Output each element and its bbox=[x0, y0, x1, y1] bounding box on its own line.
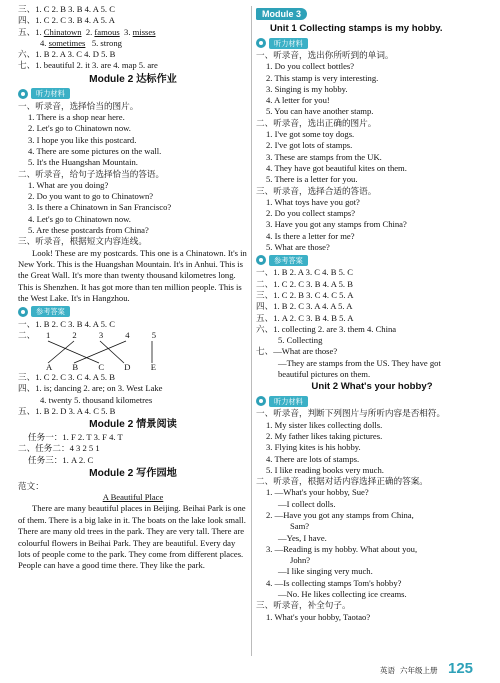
list-item: 2. I've got lots of stamps. bbox=[266, 140, 353, 151]
answer-line: 一、1. B 2. A 3. C 4. B 5. C bbox=[256, 267, 353, 278]
dialog-line: —No. He likes collecting ice creams. bbox=[278, 589, 407, 600]
list-item: 4. A letter for you! bbox=[266, 95, 330, 106]
answer-line: 任务一：1. F 2. T 3. F 4. T bbox=[28, 432, 123, 443]
key-icon bbox=[18, 307, 28, 317]
essay-title: A Beautiful Place bbox=[102, 492, 164, 503]
list-item: 1. What are you doing? bbox=[28, 179, 109, 190]
left-column bbox=[18, 4, 248, 572]
page-number: 125 bbox=[448, 660, 474, 677]
list-item: 1. What's your hobby, Taotao? bbox=[266, 611, 371, 622]
answer-line: 七、1. beautiful 2. it 3. are 4. map 5. are bbox=[18, 60, 158, 71]
listening-badge: 听力材料 bbox=[256, 395, 488, 407]
listening-passage: Look! These are my postcards. This one is a Chinatown. It's in New York. This is the Huangshan Mountain. It's in Anhui. This is the Great Wall. It's more than twenty thousand kilometres long. This is Shenzhen. It has got more than ten million people. This is the West Lake. It's in Hangzhou. bbox=[18, 247, 247, 304]
answer-line: 四、1. is; dancing 2. are; on 3. West Lake bbox=[18, 383, 163, 394]
list-item: 3. Have you got any stamps from China? bbox=[266, 219, 407, 230]
list-item: 3. These are stamps from the UK. bbox=[266, 151, 382, 162]
list-item: 3. Is there a Chinatown in San Francisco? bbox=[28, 202, 172, 213]
unit-heading: Unit 2 What's your hobby? bbox=[311, 381, 433, 393]
answer-line: 三、1. C 2. C 3. C 4. A 5. B bbox=[18, 371, 115, 382]
column-divider bbox=[251, 6, 252, 656]
list-item: 4. There are lots of stamps. bbox=[266, 453, 360, 464]
list-item: 2. My father likes taking pictures. bbox=[266, 430, 383, 441]
answer-line: 一、1. B 2. C 3. B 4. A 5. C bbox=[18, 318, 115, 329]
subject-label: 英语 bbox=[380, 666, 395, 675]
match-bottom-row: A B C D E bbox=[46, 361, 156, 372]
dialog-line: 3. —Reading is my hobby. What about you, bbox=[266, 543, 418, 554]
list-item: 4. They have got beautiful kites on them. bbox=[266, 162, 407, 173]
answer-badge: 参考答案 bbox=[18, 306, 248, 318]
sample-label: 范文： bbox=[18, 481, 44, 492]
question-title: 二、听录音，根据对话内容选择正确的答案。 bbox=[256, 476, 428, 487]
module-tag: Module 3 bbox=[256, 4, 488, 22]
answer-line: 六、1. collecting 2. are 3. them 4. China bbox=[256, 323, 397, 334]
dialog-line: 2. —Have you got any stamps from China, bbox=[266, 509, 414, 520]
listening-badge: 听力材料 bbox=[256, 37, 488, 49]
section-heading: Module 2 写作园地 bbox=[89, 468, 177, 480]
list-item: 5. I like reading books very much. bbox=[266, 464, 384, 475]
list-item: 2. Let's go to Chinatown now. bbox=[28, 123, 131, 134]
list-item: 3. Singing is my hobby. bbox=[266, 83, 348, 94]
list-item: 2. This stamp is very interesting. bbox=[266, 72, 379, 83]
answer-line: 五、1. B 2. D 3. A 4. C 5. B bbox=[18, 405, 116, 416]
answer-line-five-b: 4. sometimes 5. strong bbox=[40, 37, 122, 48]
answer-line: 七、—What are those? bbox=[256, 346, 338, 357]
question-title: 二、听录音，给句子选择恰当的答语。 bbox=[18, 168, 165, 179]
key-icon bbox=[256, 255, 266, 265]
section-heading: Module 2 情景阅读 bbox=[89, 419, 177, 431]
list-item: 1. There is a shop near here. bbox=[28, 112, 125, 123]
list-item: 1. My sister likes collecting dolls. bbox=[266, 419, 383, 430]
page-footer bbox=[0, 660, 500, 683]
unit-heading: Unit 1 Collecting stamps is my hobby. bbox=[270, 23, 443, 34]
answer-line: 二、1. C 2. C 3. B 4. A 5. B bbox=[256, 278, 353, 289]
match-top-row: 1 2 3 4 5 bbox=[46, 329, 156, 340]
question-title: 一、听录音，选出你所听到的单词。 bbox=[256, 50, 394, 60]
listening-badge: 听力材料 bbox=[18, 88, 248, 100]
list-item: 4. There are some pictures on the wall. bbox=[28, 145, 162, 156]
dialog-line: John? bbox=[290, 555, 311, 566]
answer-line: 四、1. B 2. C 3. A 4. A 5. A bbox=[256, 301, 353, 312]
list-item: 1. Do you collect bottles? bbox=[266, 61, 355, 72]
list-item: 3. I hope you like this postcard. bbox=[28, 134, 137, 145]
question-title: 一、听录音，判断下列图片与所听内容是否相符。 bbox=[256, 408, 446, 419]
question-title: 二、听录音，选出正确的图片。 bbox=[256, 117, 377, 128]
right-column bbox=[256, 4, 488, 623]
section-heading: Module 2 达标作业 bbox=[89, 73, 177, 85]
list-item: 3. Flying kites is his hobby. bbox=[266, 442, 361, 453]
question-title: 三、听录音，补全句子。 bbox=[256, 600, 351, 611]
answer-line: 六、1. B 2. A 3. C 4. D 5. B bbox=[18, 49, 116, 60]
question-title: 三、听录音，选择合适的答语。 bbox=[256, 185, 377, 196]
headphone-icon bbox=[256, 38, 266, 48]
grade-label: 六年级上册 bbox=[400, 666, 438, 675]
answer-line: 任务三：1. A 2. C bbox=[28, 454, 94, 465]
dialog-line: —I like singing very much. bbox=[278, 566, 373, 577]
list-item: 1. What toys have you got? bbox=[266, 196, 360, 207]
list-item: 2. Do you want to go to Chinatown? bbox=[28, 191, 154, 202]
dialog-line: —Yes, I have. bbox=[278, 532, 327, 543]
answer-line: 五、1. A 2. C 3. B 4. B 5. A bbox=[256, 312, 354, 323]
answer-line: 三、1. C 2. B 3. B 4. A 5. C bbox=[18, 4, 115, 14]
list-item: 4. Is there a letter for me? bbox=[266, 230, 355, 241]
answer-line: 5. Collecting bbox=[278, 335, 323, 346]
list-item: 4. Let's go to Chinatown now. bbox=[28, 213, 131, 224]
matching-diagram: 二、 1 2 3 4 5 A B C D E bbox=[18, 330, 248, 372]
dialog-line: Sam? bbox=[290, 521, 310, 532]
question-title: 三、听录音，根据短文内容连线。 bbox=[18, 236, 147, 247]
list-item: 5. You can have another stamp. bbox=[266, 106, 374, 117]
answer-line: —They are stamps from the US. They have got bbox=[278, 357, 441, 368]
answer-line: beautiful pictures on them. bbox=[278, 369, 371, 380]
answer-line: 二、任务二：4 3 2 5 1 bbox=[18, 443, 100, 454]
list-item: 5. It's the Huangshan Mountain. bbox=[28, 157, 138, 168]
list-item: 5. There is a letter for you. bbox=[266, 174, 358, 185]
answer-line-five: 五、1. Chinatown 2. famous 3. misses bbox=[18, 26, 156, 37]
answer-line: 四、1. C 2. C 3. B 4. A 5. A bbox=[18, 15, 115, 26]
list-item: 1. I've got some toy dogs. bbox=[266, 129, 355, 140]
list-item: 5. Are these postcards from China? bbox=[28, 225, 149, 236]
dialog-line: 1. —What's your hobby, Sue? bbox=[266, 487, 369, 498]
dialog-line: 4. —Is collecting stamps Tom's hobby? bbox=[266, 577, 402, 588]
headphone-icon bbox=[256, 396, 266, 406]
answer-line: 三、1. C 2. B 3. C 4. C 5. A bbox=[256, 289, 354, 300]
dialog-line: —I collect dolls. bbox=[278, 498, 336, 509]
list-item: 2. Do you collect stamps? bbox=[266, 208, 356, 219]
headphone-icon bbox=[18, 89, 28, 99]
answer-line: 4. twenty 5. thousand kilometres bbox=[40, 394, 153, 405]
list-item: 5. What are those? bbox=[266, 242, 330, 253]
question-title: 一、听录音，选择恰当的图片。 bbox=[18, 100, 139, 111]
essay-body: There are many beautiful places in Beijing. Beihai Park is one of them. There is a big lake in it. The boats on the lake look small. There are many old trees in the park. They are very tall. There are colourful flowers in Beihai Park. They are beautiful. Every day lots of people come to the park. They come from different places. People can have a good time there. They like the park. bbox=[18, 503, 246, 571]
answer-badge: 参考答案 bbox=[256, 254, 488, 266]
